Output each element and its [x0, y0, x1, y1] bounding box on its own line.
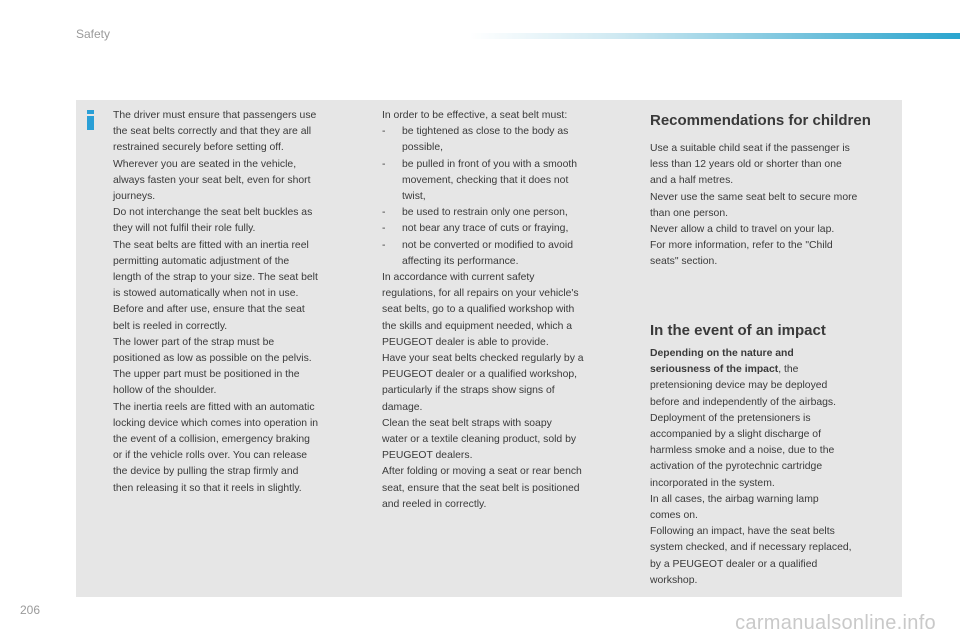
impact-section [650, 346, 898, 589]
section-heading-impact: In the event of an impact [650, 322, 826, 339]
text-line: seat belts, go to a qualified workshop with [382, 304, 575, 316]
text-line: not bear any trace of cuts or fraying, [402, 223, 569, 235]
section-label: Safety [76, 27, 111, 41]
text-line: be pulled in front of you with a smooth [402, 158, 578, 170]
dash-bullet: - [382, 158, 386, 170]
dash-bullet: - [382, 207, 386, 219]
text-line: the seat belts correctly and that they are all [113, 126, 312, 138]
text-line: locking device which comes into operation in [113, 417, 319, 429]
text-line: regulations, for all repairs on your vehicle's [382, 288, 579, 300]
intro-line: In order to be effective, a seat belt must: [382, 110, 568, 121]
text-line: Have your seat belts checked regularly by a [382, 353, 584, 365]
text-line: Before and after use, ensure that the seat [113, 304, 305, 316]
text-line: The seat belts are fitted with an inertia reel [113, 239, 309, 251]
info-icon-bar [87, 116, 94, 130]
text-line: Never allow a child to travel on your lap. [650, 224, 835, 236]
dash-bullet: - [382, 239, 386, 251]
section-heading-children: Recommendations for children [650, 112, 871, 129]
page-number: 206 [20, 603, 41, 617]
list-item [382, 205, 627, 221]
text-line: The driver must ensure that passengers use [113, 110, 317, 121]
text-line: The lower part of the strap must be [113, 336, 275, 348]
text-line: incorporated in the system. [650, 477, 775, 489]
text-line: water or a textile cleaning product, sold by [382, 434, 577, 446]
text-line: restrained securely before setting off. [113, 142, 284, 154]
text-line: or if the vehicle rolls over. You can release [113, 450, 308, 462]
text-line: and reeled in correctly. [382, 498, 487, 510]
text-line: than one person. [650, 207, 728, 219]
text-line: is stowed automatically when not in use. [113, 288, 299, 300]
text-line: harmless smoke and a noise, due to the [650, 445, 835, 457]
header-accent-bar [470, 33, 960, 39]
text-line: PEUGEOT dealer is able to provide. [382, 336, 549, 348]
text-line: damage. [382, 401, 423, 413]
seat-belt-usage-column [113, 108, 363, 497]
watermark: carmanualsonline.info [735, 612, 936, 634]
text-line: pretensioning device may be deployed [650, 380, 828, 392]
text-line: In accordance with current safety [382, 272, 535, 284]
bold-line: Depending on the nature and [650, 348, 794, 359]
text-line: Clean the seat belt straps with soapy [382, 417, 552, 429]
text-line: particularly if the straps show signs of [382, 385, 555, 397]
text-line: activation of the pyrotechnic cartridge [650, 461, 823, 473]
text-line: PEUGEOT dealers. [382, 450, 473, 462]
text-line: they will not fulfil their role fully. [113, 223, 256, 235]
text-line: hollow of the shoulder. [113, 385, 217, 397]
text-line: not be converted or modified to avoid [402, 239, 573, 251]
text-line: The upper part must be positioned in the [113, 369, 300, 381]
text-line: length of the strap to your size. The seat belt [113, 272, 318, 284]
text-line: then releasing it so that it reels in slightly. [113, 482, 302, 494]
text-line: Use a suitable child seat if the passenger is [650, 143, 850, 154]
list-item [382, 238, 627, 270]
text-line: by a PEUGEOT dealer or a qualified [650, 558, 818, 570]
text-line: the event of a collision, emergency braking [113, 434, 310, 446]
text-line: be tightened as close to the body as [402, 126, 569, 138]
text-line: system checked, and if necessary replaced, [650, 542, 852, 554]
seat-belt-effectiveness-column [382, 108, 627, 513]
text-line: be used to restrain only one person, [402, 207, 568, 219]
text-line: and a half metres. [650, 175, 734, 187]
text-line: seats" section. [650, 256, 718, 268]
text-line: before and independently of the airbags. [650, 396, 837, 408]
text-line: Following an impact, have the seat belts [650, 526, 835, 538]
text-line: the skills and equipment needed, which a [382, 320, 573, 332]
text-line: Deployment of the pretensioners is [650, 412, 811, 424]
text-line: workshop. [650, 574, 698, 586]
text-line: PEUGEOT dealer or a qualified workshop, [382, 369, 578, 381]
text-line: seat, ensure that the seat belt is positioned [382, 482, 580, 494]
text-line: always fasten your seat belt, even for short [113, 174, 311, 186]
text-line: possible, [402, 142, 444, 154]
text-line: movement, checking that it does not [402, 174, 569, 186]
dash-bullet: - [382, 223, 386, 235]
text-line: less than 12 years old or shorter than one [650, 159, 842, 171]
info-icon-dot [87, 110, 94, 114]
text-line [650, 362, 898, 378]
text-line: twist, [402, 191, 426, 203]
text-line: journeys. [113, 191, 156, 203]
text-line: permitting automatic adjustment of the [113, 255, 290, 267]
text-line: affecting its performance. [402, 255, 519, 267]
text-line: accompanied by a slight discharge of [650, 429, 821, 441]
bold-phrase: seriousness of the impact [650, 364, 779, 376]
text-line: the device by pulling the strap firmly and [113, 466, 299, 478]
info-icon [87, 110, 94, 130]
text-line: Do not interchange the seat belt buckles as [113, 207, 313, 219]
text-line: comes on. [650, 510, 698, 522]
dash-bullet: - [382, 126, 386, 138]
text-line: Never use the same seat belt to secure more [650, 191, 858, 203]
text-line: belt is reeled in correctly. [113, 320, 228, 332]
text-fragment: , the [778, 364, 799, 376]
text-line: positioned as low as possible on the pelvis. [113, 353, 312, 365]
text-line: The inertia reels are fitted with an automatic [113, 401, 315, 413]
children-recommendations [650, 112, 898, 271]
text-line: Wherever you are seated in the vehicle, [113, 158, 297, 170]
text-line: After folding or moving a seat or rear bench [382, 466, 582, 478]
text-line: In all cases, the airbag warning lamp [650, 493, 819, 505]
list-item [382, 157, 627, 206]
list-item [382, 124, 627, 156]
text-line: For more information, refer to the "Child [650, 240, 833, 252]
list-item [382, 221, 627, 237]
requirements-list [382, 124, 627, 270]
